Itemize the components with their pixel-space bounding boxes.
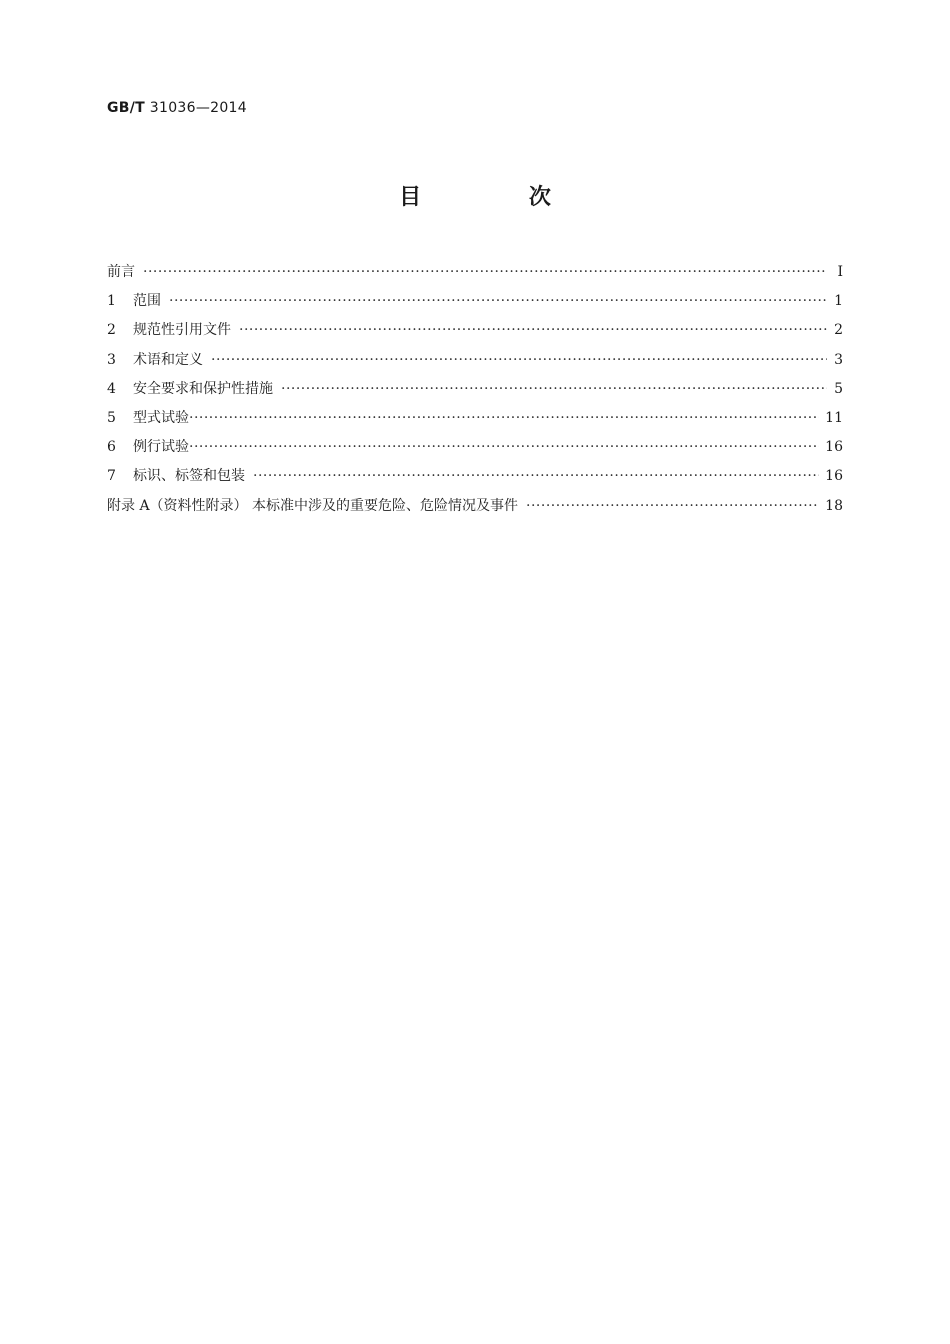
toc-entry-4[interactable] bbox=[107, 375, 843, 404]
toc-entry-page: 16 bbox=[825, 439, 843, 456]
toc-title: 目 次 bbox=[399, 185, 601, 210]
toc-entry-label: 型式试验 bbox=[133, 409, 189, 426]
toc-entry-label: 术语和定义 bbox=[133, 351, 203, 368]
toc-entry-page: 1 bbox=[834, 293, 843, 310]
toc-entry-page: 16 bbox=[825, 468, 843, 485]
toc-entry-number: 3 bbox=[107, 351, 116, 368]
toc-entry-1[interactable] bbox=[107, 287, 843, 316]
toc-entry-number: 7 bbox=[107, 468, 116, 485]
toc-entry-foreword[interactable] bbox=[107, 258, 843, 287]
toc-leader-dots bbox=[253, 462, 819, 491]
toc-leader-dots bbox=[169, 287, 827, 316]
toc-entry-page: 5 bbox=[834, 380, 843, 397]
toc-entry-label: 范围 bbox=[133, 293, 161, 310]
toc-leader-dots bbox=[239, 316, 827, 345]
toc-leader-dots bbox=[211, 346, 827, 375]
table-of-contents bbox=[107, 258, 843, 521]
toc-entry-page: 2 bbox=[834, 322, 843, 339]
toc-entry-label: 规范性引用文件 bbox=[133, 322, 231, 339]
standard-prefix: GB/T bbox=[107, 100, 146, 116]
toc-entry-number: 2 bbox=[107, 322, 116, 339]
toc-entry-number: 6 bbox=[107, 439, 116, 456]
document-header bbox=[107, 100, 247, 116]
toc-leader-dots bbox=[189, 404, 819, 433]
toc-entry-label: 标识、标签和包装 bbox=[133, 468, 245, 485]
toc-entry-6[interactable] bbox=[107, 433, 843, 462]
toc-leader-dots bbox=[143, 258, 827, 287]
toc-entry-number: 1 bbox=[107, 293, 116, 310]
toc-entry-number: 5 bbox=[107, 409, 116, 426]
toc-entry-label: 前言 bbox=[107, 264, 135, 280]
toc-leader-dots bbox=[526, 492, 819, 521]
toc-entry-5[interactable] bbox=[107, 404, 843, 433]
toc-entry-page: 11 bbox=[825, 409, 843, 426]
standard-number: 31036—2014 bbox=[149, 100, 247, 116]
toc-entry-page: 18 bbox=[825, 497, 843, 514]
toc-entry-number: 4 bbox=[107, 380, 116, 397]
toc-entry-7[interactable] bbox=[107, 462, 843, 491]
toc-entry-annex-a[interactable] bbox=[107, 492, 843, 521]
toc-entry-label: 例行试验 bbox=[133, 439, 189, 456]
toc-leader-dots bbox=[189, 433, 819, 462]
toc-entry-page: 3 bbox=[834, 351, 843, 368]
toc-entry-3[interactable] bbox=[107, 346, 843, 375]
toc-entry-page: Ⅰ bbox=[837, 264, 843, 280]
toc-entry-label: 安全要求和保护性措施 bbox=[133, 380, 273, 397]
toc-entry-label: 附录 A（资料性附录） 本标准中涉及的重要危险、危险情况及事件 bbox=[107, 497, 519, 514]
toc-leader-dots bbox=[281, 375, 827, 404]
toc-entry-2[interactable] bbox=[107, 316, 843, 345]
